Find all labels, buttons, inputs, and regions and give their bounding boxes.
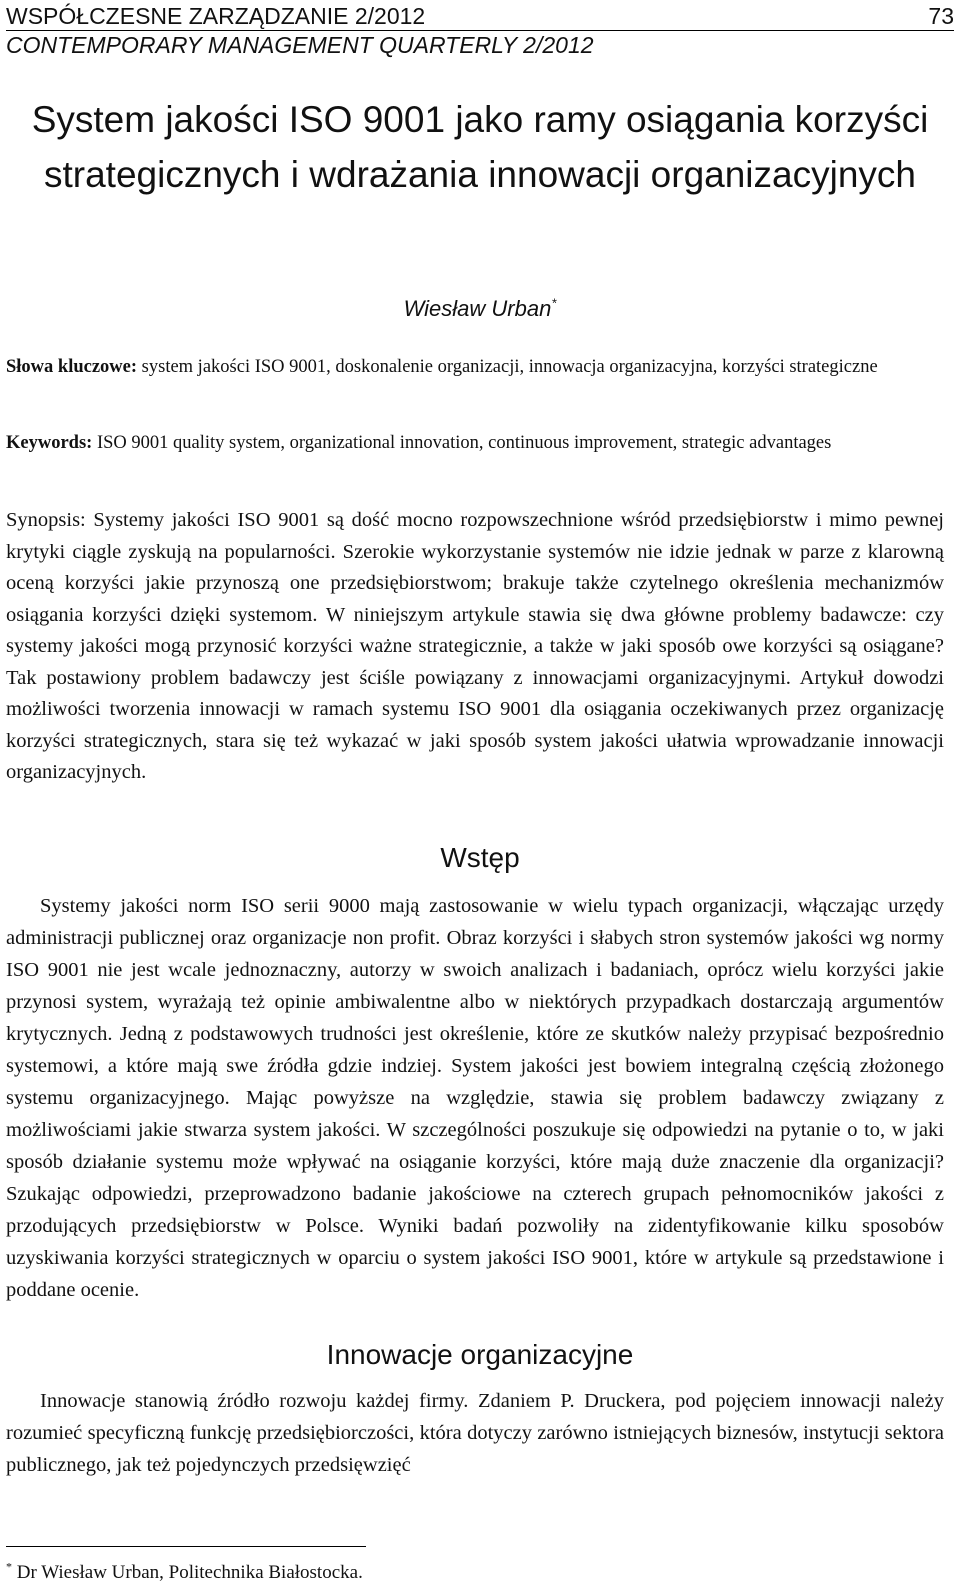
footnote (6, 1561, 363, 1585)
keywords-en-label: Keywords: (6, 433, 93, 453)
article-title: System jakości ISO 9001 jako ramy osiągania korzyści strategicznych i wdrażania innowacji organizacyjnych (31, 99, 929, 195)
section-heading-innovation: Innowacje organizacyjne (326, 1339, 634, 1370)
running-header (6, 2, 954, 59)
keywords-en-text: ISO 9001 quality system, organizational innovation, continuous improvement, strategic advantages (96, 433, 832, 453)
footnote-text: Dr Wiesław Urban, Politechnika Białostocka. (16, 1562, 363, 1583)
section-heading-intro: Wstęp (440, 842, 520, 873)
journal-name-en: CONTEMPORARY MANAGEMENT QUARTERLY 2/2012 (6, 32, 594, 58)
author-line (0, 294, 960, 324)
header-top-row (6, 2, 954, 31)
footnote-marker: * (6, 1559, 12, 1574)
keywords-pl-label: Słowa kluczowe: (6, 357, 138, 377)
synopsis-paragraph: Synopsis: Systemy jakości ISO 9001 są dość mocno rozpowszechnione wśród przedsiębiorstw i mimo pewnej krytyki ciągle zyskują na popularności. Szerokie wykorzystanie systemów nie idzie jednak w parze z klarowną oceną korzyści jakie przynoszą one przedsiębiorstwom; brakuje także czytelnego określenia mechanizmów osiągania korzyści dzięki systemom. W niniejszym artykule stawia się dwa główne problemy badawcze: czy systemy jakości mogą przynosić korzyści ważne strategicznie, a także w jaki sposób owe korzyści są osiągane? Tak postawiony problem badawczy jest ściśle powiązany z innowacjami organizacyjnymi. Artykuł dowodzi możliwości tworzenia innowacji w ramach systemu ISO 9001 dla osiągania oczekiwanych przez organizację korzyści strategicznych, stara się też wykazać w jaki sposób system jakości ułatwia wprowadzanie innowacji organizacyjnych. (6, 509, 944, 783)
page-number: 73 (928, 3, 954, 29)
keywords-en (6, 427, 944, 459)
keywords-pl (6, 351, 944, 383)
intro-paragraph (6, 890, 944, 1306)
author-name: Wiesław Urban (403, 296, 552, 321)
intro-text: Systemy jakości norm ISO serii 9000 mają zastosowanie w wielu typach organizacji, włączając urzędy administracji publicznej oraz organizacje non profit. Obraz korzyści i słabych stron systemów jakości wg normy ISO 9001 nie jest wcale jednoznaczny, autorzy w swoich analizach i badaniach, oprócz wielu korzyści jakie przynosi system, wyrażają też opinie ambiwalentne albo w niektórych przypadkach dostarczają argumentów krytycznych. Jedną z podstawowych trudności jest określenie, które ze skutków należy przypisać bezpośrednio systemowi, a które mają swe źródła gdzie indziej. System jakości jest bowiem integralną częścią złożonego systemu organizacyjnego. Mając powyższe na względzie, stawia się problem badawczy związany z możliwościami jakie stwarza system jakości. W szczególności poszukuje się odpowiedzi na pytanie o to, w jaki sposób działanie systemu może wpływać na osiąganie korzyści, które mają duże znaczenie dla organizacji? Szukając odpowiedzi, przeprowadzono badanie jakościowe na czterech grupach pełnomocników jakości z przodujących przedsiębiorstw w Polsce. Wyniki badań pozwoliły na zidentyfikowanie kilku sposobów uzyskiwania korzyści strategicznych w oparciu o system jakości ISO 9001, które w artykule są przedstawione i poddane ocenie. (6, 895, 944, 1301)
innovation-paragraph (6, 1385, 944, 1481)
journal-name-pl: WSPÓŁCZESNE ZARZĄDZANIE 2/2012 (6, 3, 426, 29)
innovation-text: Innowacje stanowią źródło rozwoju każdej firmy. Zdaniem P. Druckera, pod pojęciem innowacji należy rozumieć specyficzną funkcję przedsiębiorczości, która dotyczy zarówno istniejących biznesów, instytucji sektora publicznego, jak też pojedynczych przedsięwzięć (6, 1390, 944, 1476)
author-footnote-marker: * (551, 295, 557, 311)
footnote-divider (6, 1546, 366, 1547)
keywords-pl-text: system jakości ISO 9001, doskonalenie organizacji, innowacja organizacyjna, korzyści strategiczne (141, 357, 878, 377)
